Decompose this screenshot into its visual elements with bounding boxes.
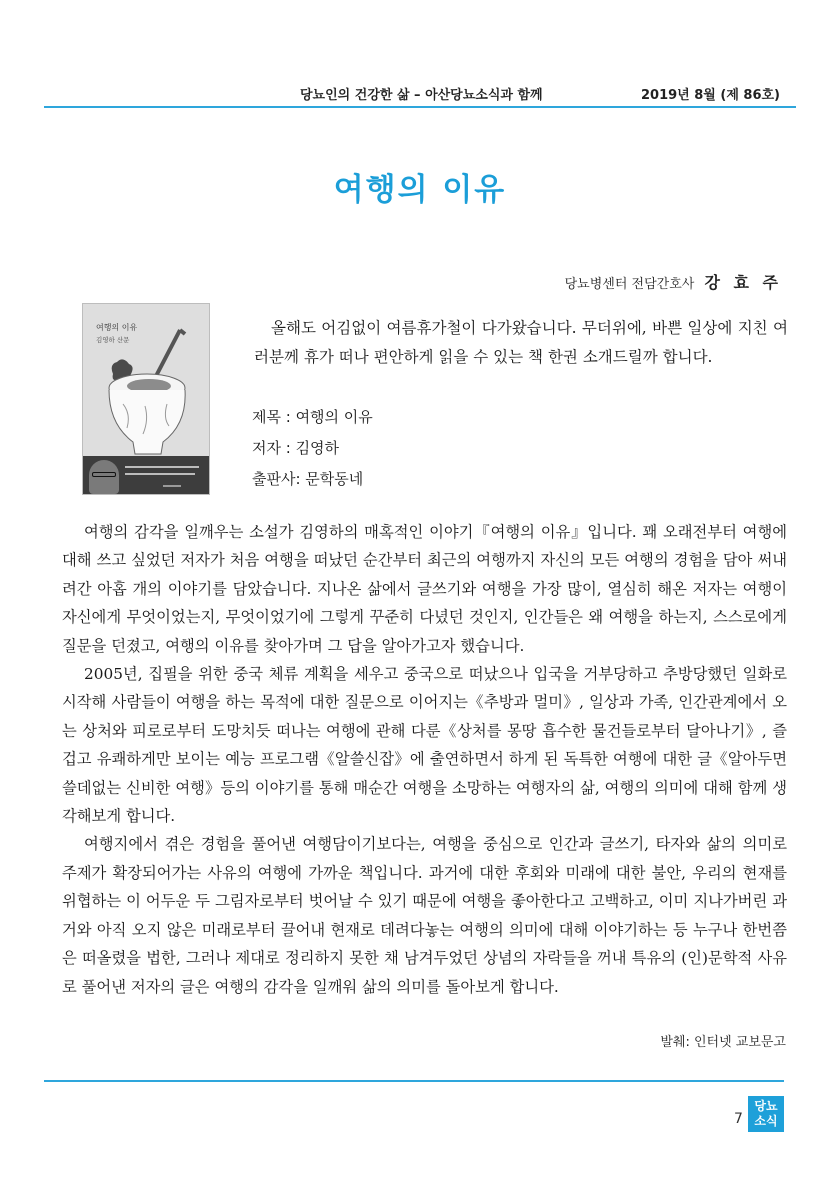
issue-date: 2019년 8월 (제 86호) xyxy=(640,88,780,103)
page-number: 7 xyxy=(734,1111,743,1127)
article-title: 여행의 이유 xyxy=(333,172,507,208)
newsletter-badge xyxy=(748,1096,784,1132)
badge-line1: 당뇨 xyxy=(754,1099,778,1113)
book-author-line: 저자 : 김영하 xyxy=(252,439,340,457)
article-byline xyxy=(565,270,782,293)
author-name: 강 효 주 xyxy=(704,273,782,292)
intro-paragraph xyxy=(254,314,788,372)
book-info xyxy=(252,402,373,495)
cover-text-line xyxy=(125,473,195,475)
badge-line2: 소식 xyxy=(754,1114,778,1128)
book-cover-subtitle: 김영하 산문 xyxy=(96,336,130,344)
article-body xyxy=(62,518,787,1001)
book-publisher-line: 출판사: 문학동네 xyxy=(252,470,364,488)
author-photo xyxy=(89,460,119,494)
book-cover-title: 여행의 이유 xyxy=(96,323,138,332)
body-paragraph: 2005년, 집필을 위한 중국 체류 계획을 세우고 중국으로 떠났으나 입국을 거부당하고 추방당했던 일화로 시작해 사람들이 여행을 하는 목적에 대한 질문으로 이어지는《추방과 멀미》, 일상과 가족, 인간관계에서 오는 상처와 피로로부터 도망치듯 떠나는 여행에 관해 다룬《상처를 몽땅 흡수한 물건들로부터 달아나기》, 즐겁고 유쾌하게만 보이는 예능 프로그램《알쓸신잡》에 출연하면서 하게 된 독특한 여행에 대한 글《알아두면 쓸데없는 신비한 여행》등의 이야기를 통해 매순간 여행을 소망하는 여행자의 삶, 여행의 의미에 대해 함께 생각해보게 합니다. xyxy=(62,665,787,826)
footer-divider xyxy=(44,1080,784,1082)
book-title-line: 제목 : 여행의 이유 xyxy=(252,408,373,426)
glasses-icon xyxy=(92,472,116,477)
publication-title: 당뇨인의 건강한 삶 – 아산당뇨소식과 함께 xyxy=(300,88,543,103)
intro-text: 올해도 어김없이 여름휴가철이 다가왔습니다. 무더위에, 바쁜 일상에 지친 여러분께 휴가 떠나 편안하게 읽을 수 있는 책 한권 소개드릴까 합니다. xyxy=(254,319,788,366)
book-cover-image xyxy=(82,303,210,495)
author-role: 당뇨병센터 전담간호사 xyxy=(564,277,695,292)
cover-text-line xyxy=(125,466,199,468)
header-divider xyxy=(44,106,796,108)
body-paragraph: 여행의 감각을 일깨우는 소설가 김영하의 매혹적인 이야기『여행의 이유』입니다. 꽤 오래전부터 여행에 대해 쓰고 싶었던 저자가 처음 여행을 떠났던 순간부터 최근의 여행까지 자신의 모든 여행의 경험을 담아 써내려간 아홉 개의 이야기를 담았습니다. 지나온 삶에서 글쓰기와 여행을 가장 많이, 열심히 해온 저자는 여행이 자신에게 무엇이었는지, 무엇이었기에 그렇게 꾸준히 다녔던 것인지, 인간들은 왜 여행을 하는지, 스스로에게 질문을 던졌고, 여행의 이유를 찾아가며 그 답을 알아가고자 했습니다. xyxy=(62,523,788,655)
body-paragraph: 여행지에서 겪은 경험을 풀어낸 여행담이기보다는, 여행을 중심으로 인간과 글쓰기, 타자와 삶의 의미로 주제가 확장되어가는 사유의 여행에 가까운 책입니다. 과거에 대한 후회와 미래에 대한 불안, 우리의 현재를 위협하는 이 어두운 두 그림자로부터 벗어날 수 있기 때문에 여행을 좋아한다고 고백하고, 이미 지나가버린 과거와 아직 오지 않은 미래로부터 끌어내 현재로 데려다놓는 여행의 의미에 대해 이야기하는 등 누구나 한번쯤은 떠올렸을 법한, 그러나 제대로 정리하지 못한 채 남겨두었던 상념의 자락들을 꺼내 특유의 (인)문학적 사유로 풀어낸 저자의 글은 여행의 감각을 일깨워 삶의 의미를 돌아보게 합니다. xyxy=(62,835,787,996)
source-note: 발췌: 인터넷 교보문고 xyxy=(660,1035,786,1050)
cover-text-line xyxy=(163,485,181,487)
